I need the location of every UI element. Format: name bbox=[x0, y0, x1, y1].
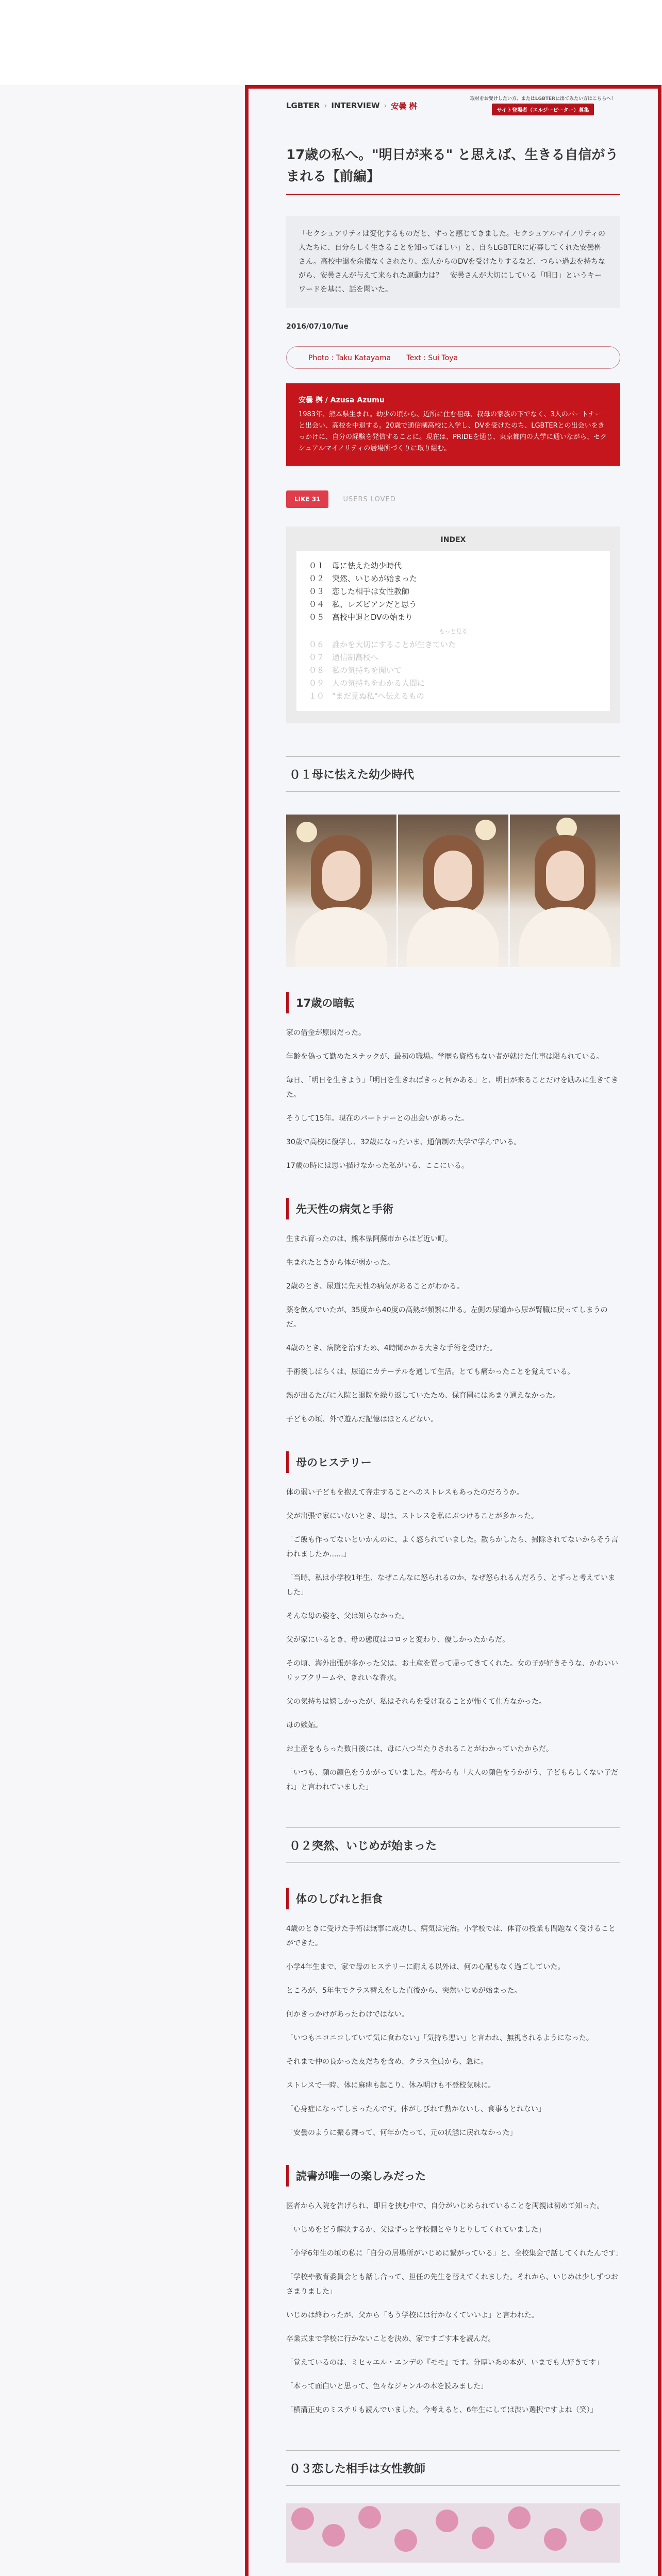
toc-item-faded[interactable]: ０８ 私の気持ちを聞いて bbox=[309, 666, 402, 675]
subsection-title: 先天性の病気と手術 bbox=[286, 1198, 620, 1219]
body-paragraph: 17歳の時には思い描けなかった私がいる、ここにいる。 bbox=[286, 1162, 469, 1170]
toc-item[interactable]: ０３ 恋した相手は女性教師 bbox=[309, 587, 410, 596]
body-paragraph: 生まれ育ったのは、熊本県阿蘇市からほど近い町。 bbox=[286, 1235, 452, 1243]
body-paragraph: 医者から入院を告げられ、即日を挟む中で、自分がいじめられていることを両親は初めて知った。 bbox=[286, 2202, 604, 2210]
profile-bio: 1983年、熊本県生まれ。幼少の頃から、近所に住む祖母、叔母の家族の下でなく、3人のパートナーと出会い、高校を中退する。20歳で通信制高校に入学し、DVを受けたのち、LGBTERとの出会いをきっかけに、自分の経験を発信することに。現在は、PRIDEを通じ、東京都内の大学に通いながら、セクシュアルマイノリティの居場所づくりに取り組む。 bbox=[299, 411, 607, 452]
body-paragraph: その頃、海外出張が多かった父は、お土産を買って帰ってきてくれた。女の子が好きそうな、かわいいリップクリームや、きれいな香水。 bbox=[286, 1659, 618, 1682]
body-paragraph: 何かきっかけがあったわけではない。 bbox=[286, 2010, 409, 2019]
article-lead: 「セクシュアリティは変化するものだと、ずっと感じてきました。セクシュアルマイノリティの人たちに、自分らしく生きることを知ってほしい」と、自らLGBTERに応募してくれた安曇桝さん。高校中退を余儀なくされたり、恋人からのDVを受けたりするなど、つらい過去を持ちながら、安曇さんが与えて来られた原動力は？ 安曇さんが大切にしている「明日」というキーワードを基に、話を聞いた。 bbox=[286, 216, 620, 308]
body-paragraph: 父の気持ちは嬉しかったが、私はそれらを受け取ることが怖くて仕方なかった。 bbox=[286, 1698, 546, 1706]
users-loved-label: USERS LOVED bbox=[343, 495, 396, 503]
profile-name: 安曇 桝 / Azusa Azumu bbox=[299, 396, 385, 404]
body-paragraph: 卒業式まで学校に行かないことを決め、家ですごす本を読んだ。 bbox=[286, 2335, 495, 2343]
body-paragraph: 父が家にいるとき、母の態度はコロッと変わり、優しかったからだ。 bbox=[286, 1636, 510, 1644]
body-paragraph: 「ご飯も作ってないといかんのに、よく怒られていました。散らかしたら、掃除されてないからそう言われましたか......」 bbox=[286, 1536, 618, 1558]
body-paragraph: ストレスで一時、体に麻痺も起こり、休み明けも不登校気味に。 bbox=[286, 2081, 495, 2090]
toc-heading: INDEX bbox=[440, 536, 466, 544]
body-paragraph: ところが、5年生でクラス替えをした直後から、突然いじめが始まった。 bbox=[286, 1987, 522, 1995]
recruit-promo-text: 取材をお受けしたい方、またはLGBTERに出てみたい方はこちらへ！ bbox=[470, 96, 616, 101]
body-paragraph: 年齢を偽って勤めたスナックが、最初の職場。学歴も資格もない者が就けた仕事は限られている。 bbox=[286, 1053, 604, 1061]
body-paragraph: 「本って面白いと思って、色々なジャンルの本を読みました」 bbox=[286, 2382, 488, 2391]
toc-item[interactable]: ０２ 突然、いじめが始まった bbox=[309, 574, 418, 583]
body-paragraph: そうして15年。現在のパートナーとの出会いがあった。 bbox=[286, 1114, 469, 1123]
body-paragraph: それまで仲の良かった友だちを含め、クラス全員から、急に。 bbox=[286, 2058, 488, 2066]
body-paragraph: 父が出張で家にいないとき、母は、ストレスを私にぶつけることが多かった。 bbox=[286, 1512, 539, 1520]
credits-box bbox=[286, 346, 620, 369]
body-paragraph: 毎日、「明日を生きよう」「明日を生きればきっと何かある」と、明日が来ることだけを励みに生きてきた。 bbox=[286, 1076, 618, 1099]
body-paragraph: 薬を飲んでいたが、35度から40度の高熱が頻繁に出る。左側の尿道から尿が腎臓に戻ってしまうのだ。 bbox=[286, 1306, 608, 1329]
body-paragraph: 「心身症になってしまったんです。体がしびれて動かないし、食事もとれない」 bbox=[286, 2105, 545, 2113]
toc-list bbox=[296, 551, 610, 711]
toc-item[interactable]: ０５ 高校中退とDVの始まり bbox=[309, 613, 413, 622]
body-paragraph: 「いつもニコニコしていて気に食わない」「気持ち悪い」と言われ、無視されるようになった。 bbox=[286, 2034, 593, 2042]
section-title: ０３恋した相手は女性教師 bbox=[286, 2450, 620, 2486]
body-paragraph: 体の弱い子どもを抱えて奔走することへのストレスもあったのだろうか。 bbox=[286, 1488, 524, 1497]
body-paragraph: 家の借金が原因だった。 bbox=[286, 1029, 366, 1037]
body-paragraph: 小学4年生まで、家で母のヒステリーに耐える以外は、何の心配もなく過ごしていた。 bbox=[286, 1963, 565, 1971]
photo-credit: Photo : Taku Katayama bbox=[308, 354, 391, 362]
article-title: 17歳の私へ。"明日が来る" と思えば、生きる自信がうまれる【前編】 bbox=[286, 147, 619, 184]
article-date: 2016/07/10/Tue bbox=[286, 323, 349, 331]
subsection-title: 母のヒステリー bbox=[286, 1451, 620, 1473]
toc-more-toggle[interactable]: もっと見る bbox=[439, 628, 468, 635]
title-divider bbox=[286, 194, 620, 195]
breadcrumb-item-current: 安曇 桝 bbox=[391, 101, 417, 111]
body-paragraph: 「小学6年生の頃の私に「自分の居場所がいじめに繋がっている」と、全校集会で話してくれたんです」 bbox=[286, 2249, 623, 2258]
body-paragraph: 「いじめをどう解決するか、父はずっと学校側とやりとりしてくれていました」 bbox=[286, 2226, 546, 2234]
subsection-title: 17歳の暗転 bbox=[286, 992, 620, 1013]
toc-item-faded[interactable]: ０６ 誰かを大切にすることが生きていた bbox=[309, 640, 456, 649]
table-of-contents bbox=[286, 527, 620, 723]
breadcrumb-separator: › bbox=[384, 101, 387, 110]
floral-photo bbox=[286, 2503, 620, 2563]
body-paragraph: 30歳で高校に復学し、32歳になったいま、通信制の大学で学んでいる。 bbox=[286, 1138, 521, 1146]
body-paragraph: 生まれたときから体が弱かった。 bbox=[286, 1259, 394, 1267]
body-paragraph: 「いつも、顔の顔色をうかがっていました。母からも「大人の顔色をうかがう、子どもらしくない子だね」と言われていました」 bbox=[286, 1769, 618, 1791]
recruit-button[interactable]: サイト登場者（エルジービーター）募集 bbox=[492, 104, 594, 115]
body-paragraph: 「学校や教育委員会とも話し合って、担任の先生を替えてくれました。それから、いじめは少しずつおさまりました」 bbox=[286, 2273, 618, 2296]
portrait-photo bbox=[510, 815, 620, 967]
breadcrumb-item-interview[interactable]: INTERVIEW bbox=[331, 101, 380, 110]
article-content bbox=[286, 96, 623, 2563]
toc-item[interactable]: ０１ 母に怯えた幼少時代 bbox=[309, 561, 402, 570]
portrait-photo bbox=[286, 815, 396, 967]
profile-box bbox=[286, 383, 620, 466]
body-paragraph: お土産をもらった数日後には、母に八つ当たりされることがわかっていたからだ。 bbox=[286, 1745, 553, 1753]
body-paragraph: 「覚えているのは、ミヒャエル・エンデの『モモ』です。分厚いあの本が、いまでも大好きです」 bbox=[286, 2359, 603, 2367]
portrait-photo-strip bbox=[286, 815, 620, 967]
breadcrumb bbox=[286, 98, 620, 113]
body-paragraph: 「横溝正史のミステリも読んでいました。今考えると、6年生にしては渋い選択ですよね（笑）」 bbox=[286, 2406, 598, 2414]
body-paragraph: 「当時、私は小学校1年生、なぜこんなに怒られるのか、なぜ怒られるんだろう、とずっと考えていました」 bbox=[286, 1574, 616, 1597]
body-paragraph: 手術後しばらくは、尿道にカテーテルを通して生活。とても痛かったことを覚えている。 bbox=[286, 1368, 575, 1376]
section-title: ０１母に怯えた幼少時代 bbox=[286, 756, 620, 792]
body-paragraph: いじめは終わったが、父から「もう学校には行かなくていいよ」と言われた。 bbox=[286, 2311, 539, 2319]
site-header bbox=[0, 0, 662, 85]
toc-item[interactable]: ０４ 私、レズビアンだと思う bbox=[309, 600, 417, 609]
body-paragraph: そんな母の姿を、父は知らなかった。 bbox=[286, 1612, 409, 1620]
toc-item-faded[interactable]: ０７ 通信制高校へ bbox=[309, 653, 379, 662]
portrait-photo bbox=[398, 815, 508, 967]
text-credit: Text : Sui Toya bbox=[406, 354, 458, 362]
breadcrumb-separator: › bbox=[324, 101, 327, 110]
section-title: ０２突然、いじめが始まった bbox=[286, 1827, 620, 1863]
subsection-title: 体のしびれと拒食 bbox=[286, 1888, 620, 1909]
body-paragraph: 熱が出るたびに入院と退院を繰り返していたため、保育園にはあまり通えなかった。 bbox=[286, 1392, 560, 1400]
like-button[interactable]: LIKE 31 bbox=[286, 490, 328, 508]
article-actions bbox=[286, 490, 620, 508]
breadcrumb-item-lgbter[interactable]: LGBTER bbox=[286, 101, 320, 110]
subsection-title: 読書が唯一の楽しみだった bbox=[286, 2165, 620, 2187]
body-paragraph: 4歳のときに受けた手術は無事に成功し、病気は完治。小学校では、体育の授業も問題なく受けることができた。 bbox=[286, 1925, 616, 1947]
body-paragraph: 母の嫉妬。 bbox=[286, 1721, 322, 1730]
toc-item-faded[interactable]: ０９ 人の気持ちをわかる人間に bbox=[309, 679, 425, 688]
recruit-promo bbox=[466, 96, 620, 115]
body-paragraph: 「安曇のように振る舞って、何年かたって、元の状態に戻れなかった」 bbox=[286, 2129, 517, 2137]
body-paragraph: 2歳のとき、尿道に先天性の病気があることがわかる。 bbox=[286, 1282, 464, 1291]
body-paragraph: 子どもの頃、外で遊んだ記憶はほとんどない。 bbox=[286, 1415, 438, 1423]
toc-item-faded[interactable]: １０ "まだ見ぬ私"へ伝えるもの bbox=[309, 691, 424, 701]
body-paragraph: 4歳のとき、病院を治すため、4時間かかる大きな手術を受けた。 bbox=[286, 1344, 497, 1352]
